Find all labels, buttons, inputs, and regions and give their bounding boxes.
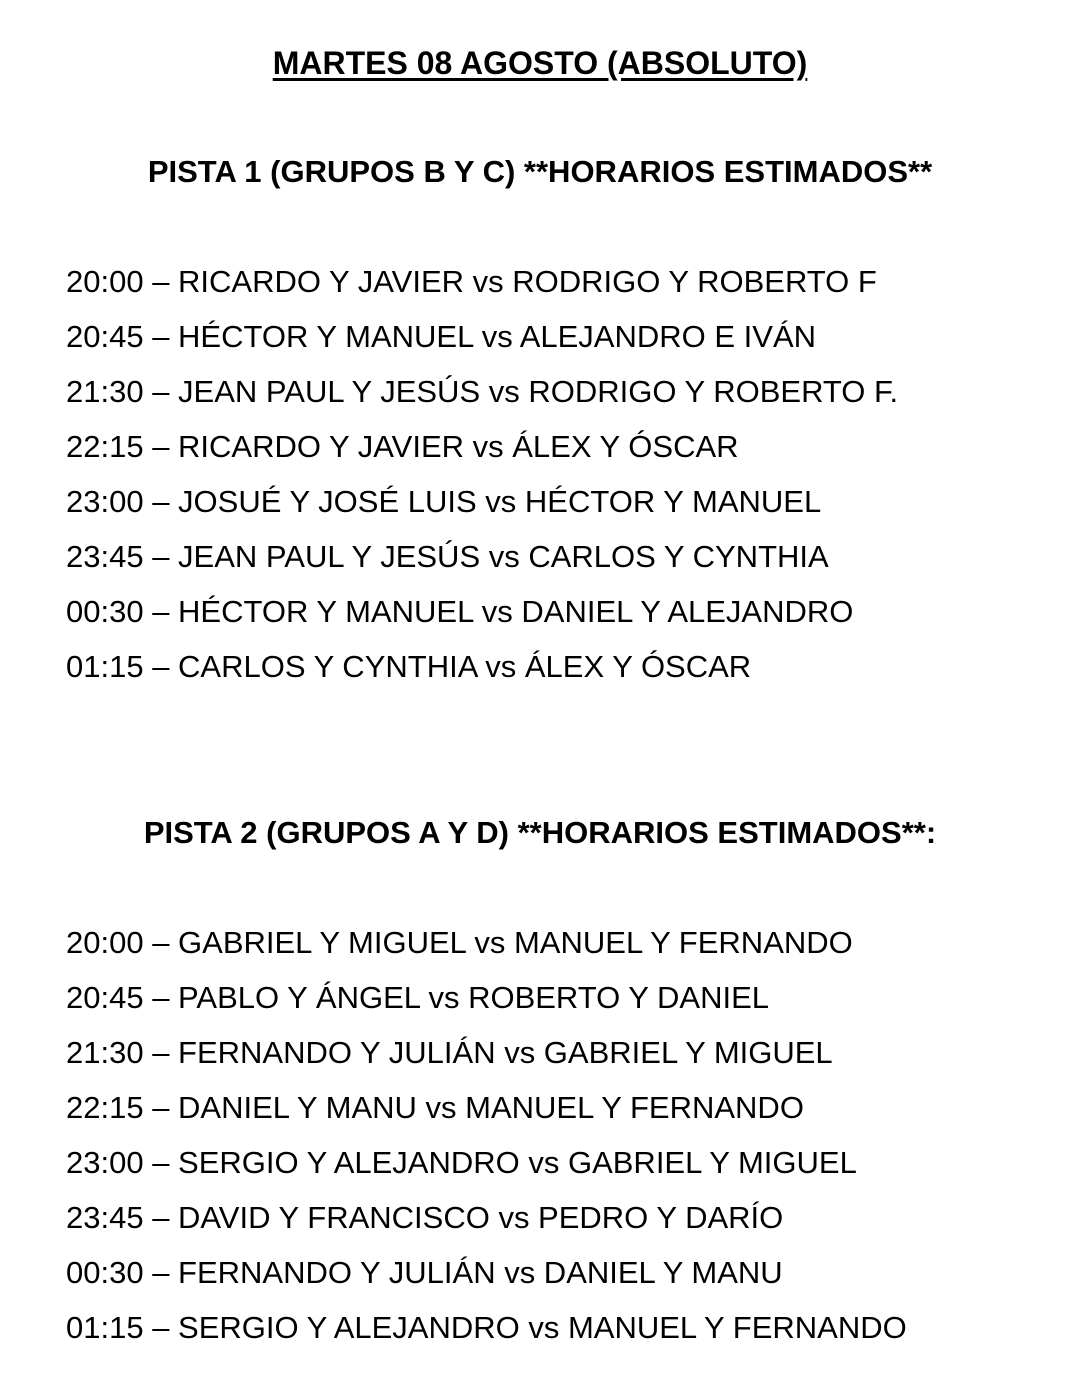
match-row: 21:30 – JEAN PAUL Y JESÚS vs RODRIGO Y ROBERTO F. <box>66 374 899 409</box>
match-row: 23:45 – DAVID Y FRANCISCO vs PEDRO Y DARÍO <box>66 1200 784 1235</box>
match-row: 22:15 – RICARDO Y JAVIER vs ÁLEX Y ÓSCAR <box>66 429 739 464</box>
match-list-pista-2 <box>66 924 907 1364</box>
match-row: 20:00 – GABRIEL Y MIGUEL vs MANUEL Y FERNANDO <box>66 925 853 960</box>
match-row: 21:30 – FERNANDO Y JULIÁN vs GABRIEL Y MIGUEL <box>66 1035 833 1070</box>
section-heading-pista-2: PISTA 2 (GRUPOS A Y D) **HORARIOS ESTIMADOS**: <box>143 815 937 850</box>
match-row: 20:45 – PABLO Y ÁNGEL vs ROBERTO Y DANIEL <box>66 980 770 1015</box>
match-row: 00:30 – FERNANDO Y JULIÁN vs DANIEL Y MANU <box>66 1255 783 1290</box>
match-row: 23:00 – JOSUÉ Y JOSÉ LUIS vs HÉCTOR Y MANUEL <box>66 484 822 519</box>
match-row: 00:30 – HÉCTOR Y MANUEL vs DANIEL Y ALEJANDRO <box>66 594 854 629</box>
match-row: 23:00 – SERGIO Y ALEJANDRO vs GABRIEL Y MIGUEL <box>66 1145 857 1180</box>
match-row: 20:45 – HÉCTOR Y MANUEL vs ALEJANDRO E IVÁN <box>66 319 817 354</box>
match-row: 22:15 – DANIEL Y MANU vs MANUEL Y FERNANDO <box>66 1090 804 1125</box>
match-row: 01:15 – SERGIO Y ALEJANDRO vs MANUEL Y FERNANDO <box>66 1310 907 1345</box>
match-list-pista-1 <box>66 263 898 703</box>
page-title: MARTES 08 AGOSTO (ABSOLUTO) <box>272 45 808 81</box>
match-row: 20:00 – RICARDO Y JAVIER vs RODRIGO Y ROBERTO F <box>66 264 877 299</box>
match-row: 23:45 – JEAN PAUL Y JESÚS vs CARLOS Y CYNTHIA <box>66 539 829 574</box>
match-row: 01:15 – CARLOS Y CYNTHIA vs ÁLEX Y ÓSCAR <box>66 649 752 684</box>
section-heading-pista-1: PISTA 1 (GRUPOS B Y C) **HORARIOS ESTIMADOS** <box>147 154 933 189</box>
